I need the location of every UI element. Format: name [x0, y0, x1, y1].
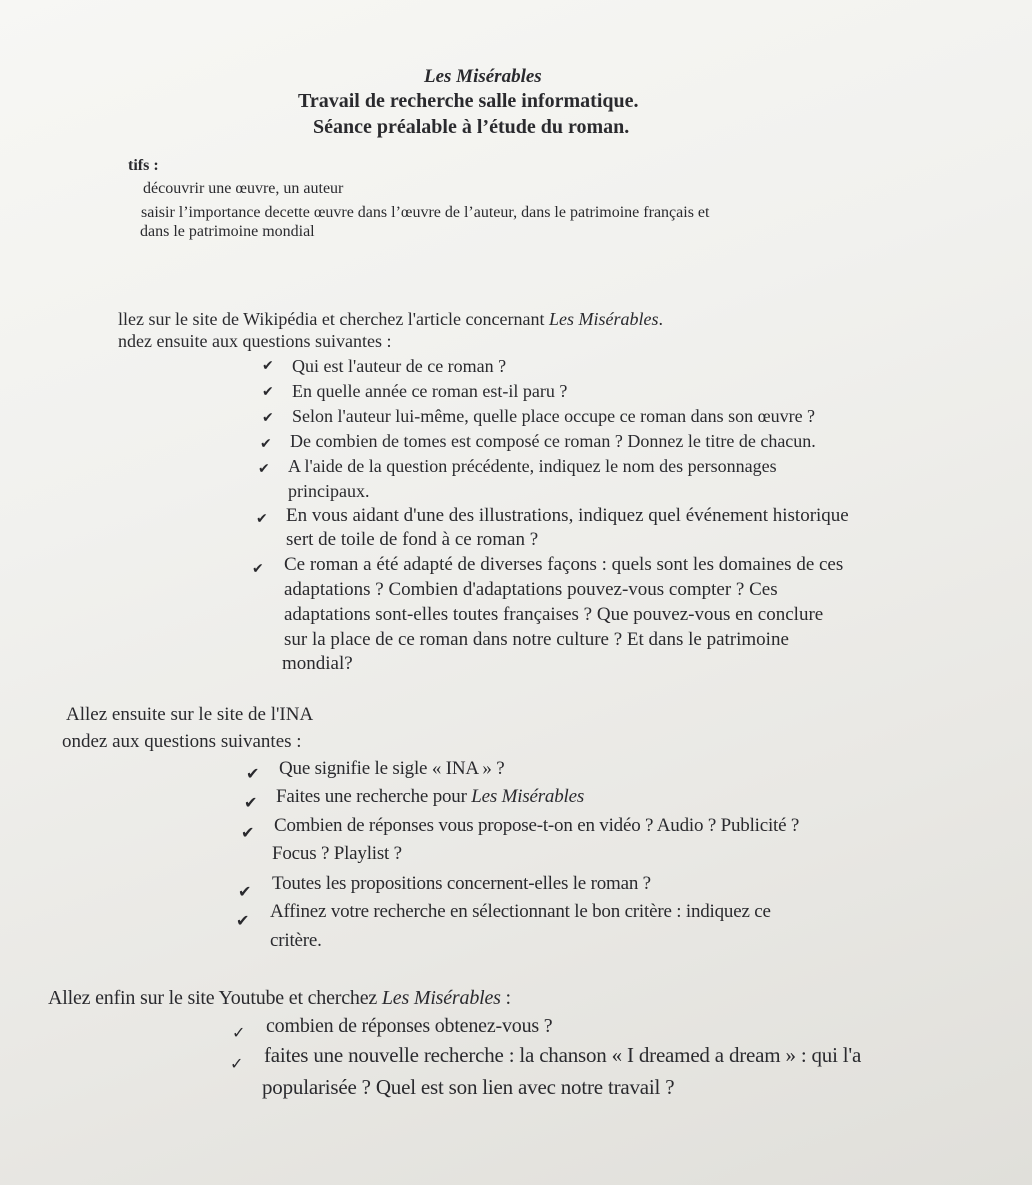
checkmark-icon: ✓ [230, 1054, 244, 1073]
objectives-label: tifs : [128, 157, 159, 174]
section1-question-7-cont-2: adaptations sont-elles toutes françaises ? Que pouvez-vous en conclure [284, 604, 824, 625]
section1-intro: llez sur le site de Wikipédia et cherchez l'article concernant Les Misérables. [118, 309, 663, 329]
checkmark-icon: ✔ [262, 384, 274, 400]
section2-question-2: Faites une recherche pour Les Misérables [276, 786, 585, 807]
checkmark-icon: ✔ [256, 511, 268, 527]
checkmark-icon: ✔ [236, 911, 250, 930]
section1-question-2: En quelle année ce roman est-il paru ? [292, 381, 568, 401]
objective-line-3: dans le patrimoine mondial [140, 223, 315, 240]
section3-question-2-cont: popularisée ? Quel est son lien avec notre travail ? [262, 1075, 675, 1099]
checkmark-icon: ✔ [246, 764, 260, 783]
section1-question-5: A l'aide de la question précédente, indiquez le nom des personnages [288, 456, 777, 476]
section1-question-7-cont-4: mondial? [282, 653, 353, 674]
section1-question-5-cont: principaux. [288, 481, 370, 501]
section2-question-1: Que signifie le sigle « INA » ? [279, 758, 505, 779]
section1-question-6: En vous aidant d'une des illustrations, indiquez quel événement historique [286, 505, 849, 526]
document-title: Les Misérables [424, 66, 542, 87]
section1-question-7-cont-1: adaptations ? Combien d'adaptations pouvez-vous compter ? Ces [284, 579, 778, 600]
checkmark-icon: ✔ [252, 561, 264, 577]
checkmark-icon: ✔ [258, 461, 270, 477]
section3-intro: Allez enfin sur le site Youtube et cherchez Les Misérables : [48, 987, 511, 1009]
document-subtitle: Travail de recherche salle informatique. [298, 90, 639, 112]
section3-question-2: faites une nouvelle recherche : la chanson « I dreamed a dream » : qui l'a [264, 1043, 862, 1067]
section3-question-1: combien de réponses obtenez-vous ? [266, 1015, 553, 1037]
checkmark-icon: ✔ [260, 436, 272, 452]
checkmark-icon: ✔ [244, 793, 258, 812]
section1-question-3: Selon l'auteur lui-même, quelle place occupe ce roman dans son œuvre ? [292, 406, 816, 426]
checkmark-icon: ✓ [232, 1023, 246, 1042]
section1-intro-2: ndez ensuite aux questions suivantes : [118, 331, 392, 351]
section2-intro: Allez ensuite sur le site de l'INA [66, 704, 314, 725]
checkmark-icon: ✔ [238, 882, 252, 901]
objective-line-2: saisir l’importance decette œuvre dans l’œuvre de l’auteur, dans le patrimoine français et [141, 204, 710, 221]
checkmark-icon: ✔ [262, 358, 274, 374]
section1-question-1: Qui est l'auteur de ce roman ? [292, 356, 507, 376]
section2-question-5-cont: critère. [270, 930, 322, 951]
section1-question-4: De combien de tomes est composé ce roman ? Donnez le titre de chacun. [290, 431, 816, 451]
section2-question-4: Toutes les propositions concernent-elles le roman ? [272, 873, 651, 894]
section2-question-3: Combien de réponses vous propose-t-on en vidéo ? Audio ? Publicité ? [274, 815, 800, 836]
objective-line-1: découvrir une œuvre, un auteur [143, 180, 344, 197]
section1-question-7: Ce roman a été adapté de diverses façons : quels sont les domaines de ces [284, 554, 844, 575]
document-subtitle-2: Séance préalable à l’étude du roman. [313, 116, 630, 138]
section1-question-6-cont: sert de toile de fond à ce roman ? [286, 529, 539, 550]
section2-intro-2: ondez aux questions suivantes : [62, 731, 302, 752]
checkmark-icon: ✔ [262, 410, 274, 426]
section2-question-3-cont: Focus ? Playlist ? [272, 843, 402, 864]
section2-question-5: Affinez votre recherche en sélectionnant le bon critère : indiquez ce [270, 901, 771, 922]
checkmark-icon: ✔ [241, 823, 255, 842]
section1-question-7-cont-3: sur la place de ce roman dans notre culture ? Et dans le patrimoine [284, 629, 789, 650]
